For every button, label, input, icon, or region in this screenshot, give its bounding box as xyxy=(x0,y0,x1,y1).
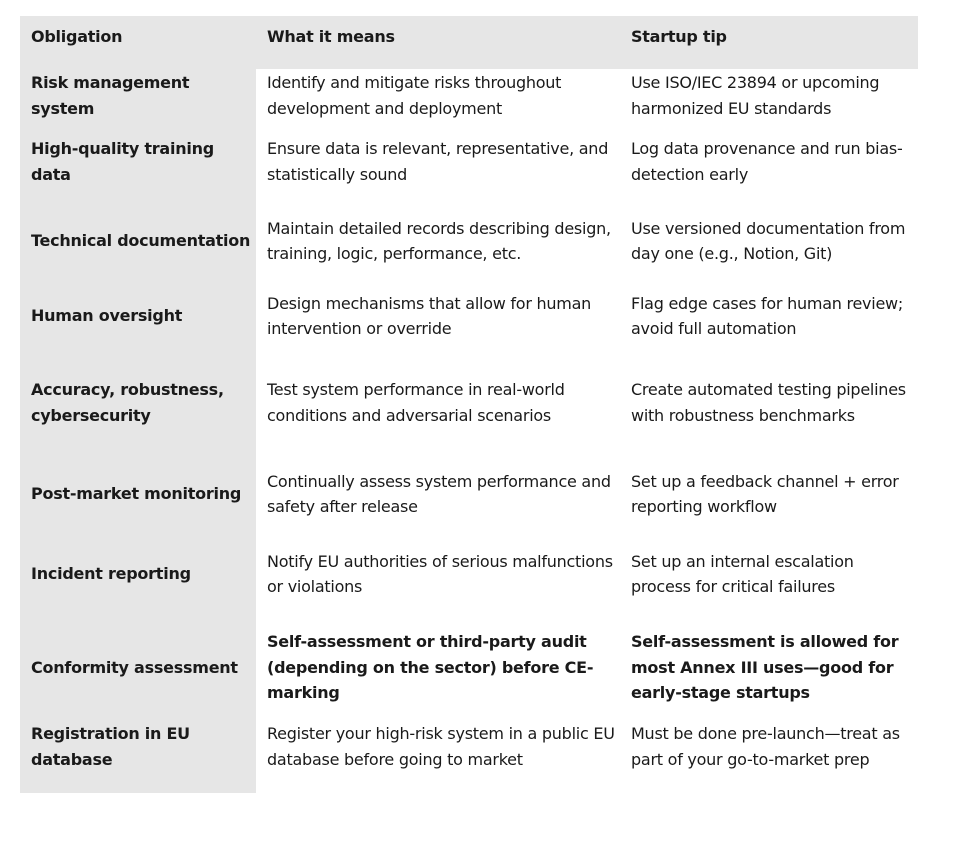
table-row xyxy=(20,201,918,281)
tip-cell: Set up an internal escalation process for critical failures xyxy=(620,534,918,614)
meaning-cell: Test system performance in real-world conditions and adversarial scenarios xyxy=(256,351,620,454)
obligation-cell: Risk management system xyxy=(20,69,256,122)
obligation-cell: Registration in EU database xyxy=(20,721,256,793)
meaning-cell: Notify EU authorities of serious malfunctions or violations xyxy=(256,534,620,614)
obligation-cell: High-quality training data xyxy=(20,122,256,201)
tip-cell: Set up a feedback channel + error reporting workflow xyxy=(620,454,918,534)
tip-cell: Use ISO/IEC 23894 or upcoming harmonized EU standards xyxy=(620,69,918,122)
table-row xyxy=(20,281,918,351)
meaning-cell: Identify and mitigate risks throughout development and deployment xyxy=(256,69,620,122)
obligation-cell: Human oversight xyxy=(20,281,256,351)
table-row xyxy=(20,69,918,122)
header-startup-tip: Startup tip xyxy=(620,16,918,69)
obligation-cell: Post-market monitoring xyxy=(20,454,256,534)
tip-cell: Use versioned documentation from day one (e.g., Notion, Git) xyxy=(620,201,918,281)
tip-cell: Log data provenance and run bias-detection early xyxy=(620,122,918,201)
obligation-cell: Accuracy, robustness, cybersecurity xyxy=(20,351,256,454)
tip-cell: Flag edge cases for human review; avoid full automation xyxy=(620,281,918,351)
obligation-cell: Technical documentation xyxy=(20,201,256,281)
meaning-cell: Design mechanisms that allow for human intervention or override xyxy=(256,281,620,351)
table-row xyxy=(20,614,918,721)
meaning-cell: Register your high-risk system in a public EU database before going to market xyxy=(256,721,620,793)
tip-cell: Must be done pre-launch—treat as part of your go-to-market prep xyxy=(620,721,918,793)
table-row xyxy=(20,534,918,614)
table-row xyxy=(20,122,918,201)
obligation-cell: Incident reporting xyxy=(20,534,256,614)
table-row xyxy=(20,454,918,534)
table-row xyxy=(20,721,918,793)
header-what-it-means: What it means xyxy=(256,16,620,69)
obligations-table xyxy=(20,16,918,793)
table-row xyxy=(20,351,918,454)
obligation-cell: Conformity assessment xyxy=(20,614,256,721)
meaning-cell: Maintain detailed records describing design, training, logic, performance, etc. xyxy=(256,201,620,281)
meaning-cell: Continually assess system performance and safety after release xyxy=(256,454,620,534)
tip-cell: Self-assessment is allowed for most Annex III uses—good for early-stage startups xyxy=(620,614,918,721)
header-obligation: Obligation xyxy=(20,16,256,69)
table-header-row xyxy=(20,16,918,69)
meaning-cell: Ensure data is relevant, representative, and statistically sound xyxy=(256,122,620,201)
tip-cell: Create automated testing pipelines with robustness benchmarks xyxy=(620,351,918,454)
obligations-table-container xyxy=(20,16,918,793)
meaning-cell: Self-assessment or third-party audit (depending on the sector) before CE-marking xyxy=(256,614,620,721)
